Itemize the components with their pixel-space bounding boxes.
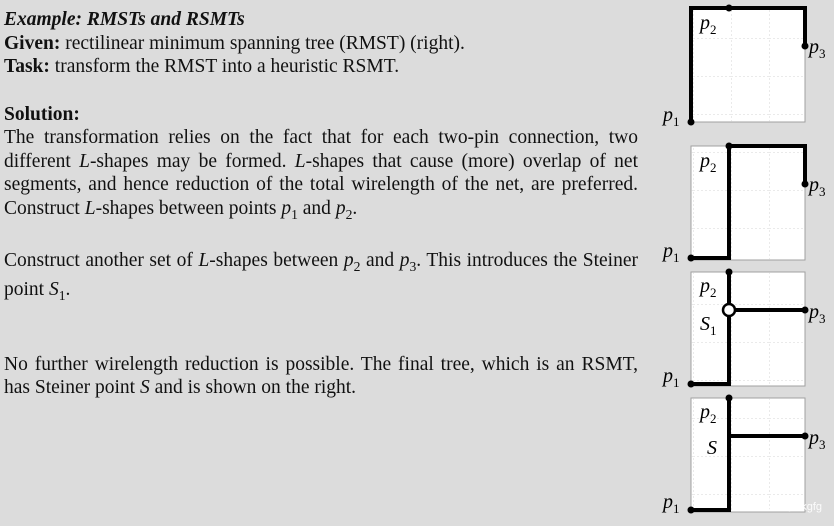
- pin-p2-dot: [726, 143, 733, 150]
- task-text: transform the RMST into a heuristic RSMT.: [49, 56, 400, 77]
- label-p3: $p_3$: [809, 301, 826, 326]
- paragraph-2: Construct another set of L-shapes between $p_2$ and $p_3$. This introduces the Steiner point $S_1$.: [4, 249, 638, 304]
- label-p3: $p_3$: [809, 36, 826, 61]
- pin-p3-dot: [802, 43, 809, 50]
- label-p3: $p_3$: [809, 174, 826, 199]
- panel-rmst: [661, 5, 826, 130]
- given-label: Given:: [4, 32, 61, 54]
- label-p1: $p_1$: [663, 365, 680, 390]
- pin-p2-dot: [726, 5, 733, 12]
- explanation-text: [4, 8, 638, 400]
- task-line: [4, 55, 638, 79]
- panel-l-shapes-p1-p2: [661, 143, 826, 266]
- example-title: Example: RMSTs and RSMTs: [4, 9, 245, 30]
- panel-steiner-s1: [661, 269, 826, 391]
- pin-p1-dot: [688, 255, 695, 262]
- label-p2: $p_2$: [700, 401, 717, 426]
- pin-p1-dot: [688, 119, 695, 126]
- solution-label: Solution:: [4, 103, 80, 125]
- given-text: rectilinear minimum spanning tree (RMST) (right).: [60, 32, 465, 54]
- panel-final-rsmt: [661, 395, 826, 517]
- label-p1: $p_1$: [663, 104, 680, 129]
- label-s1: $S_1$: [700, 313, 717, 338]
- pin-p2-dot: [726, 269, 733, 276]
- label-p2: $p_2$: [700, 150, 717, 175]
- pin-p3-dot: [802, 433, 809, 440]
- pin-p1-dot: [688, 507, 695, 514]
- pin-p1-dot: [688, 381, 695, 388]
- given-line: [4, 32, 638, 56]
- watermark: CSDN @kkgfg: [750, 501, 822, 513]
- task-label: Task:: [4, 56, 50, 77]
- rsmt-figures: [655, 0, 834, 521]
- paragraph-1: The transformation relies on the fact that for each two-pin connection, two different L-shapes may be formed. L-shapes that cause (more) overlap of net segments, and hence reduction of the total wirelength of the net, are preferred. Construct L-shapes between points $p_1$ and $p_2$.: [4, 127, 638, 222]
- pin-p3-dot: [802, 181, 809, 188]
- pin-p2-dot: [726, 395, 733, 402]
- label-p1: $p_1$: [663, 491, 680, 516]
- label-s: S: [707, 437, 717, 459]
- pin-p3-dot: [802, 307, 809, 314]
- paragraph-3: No further wirelength reduction is possible. The final tree, which is an RSMT, has Steiner point S and is shown on the right.: [4, 353, 638, 399]
- label-p2: $p_2$: [700, 12, 717, 37]
- label-p2: $p_2$: [700, 275, 717, 300]
- label-p3: $p_3$: [809, 427, 826, 452]
- figure-column: [655, 0, 834, 521]
- label-p1: $p_1$: [663, 240, 680, 265]
- steiner-point-s1: [723, 304, 735, 316]
